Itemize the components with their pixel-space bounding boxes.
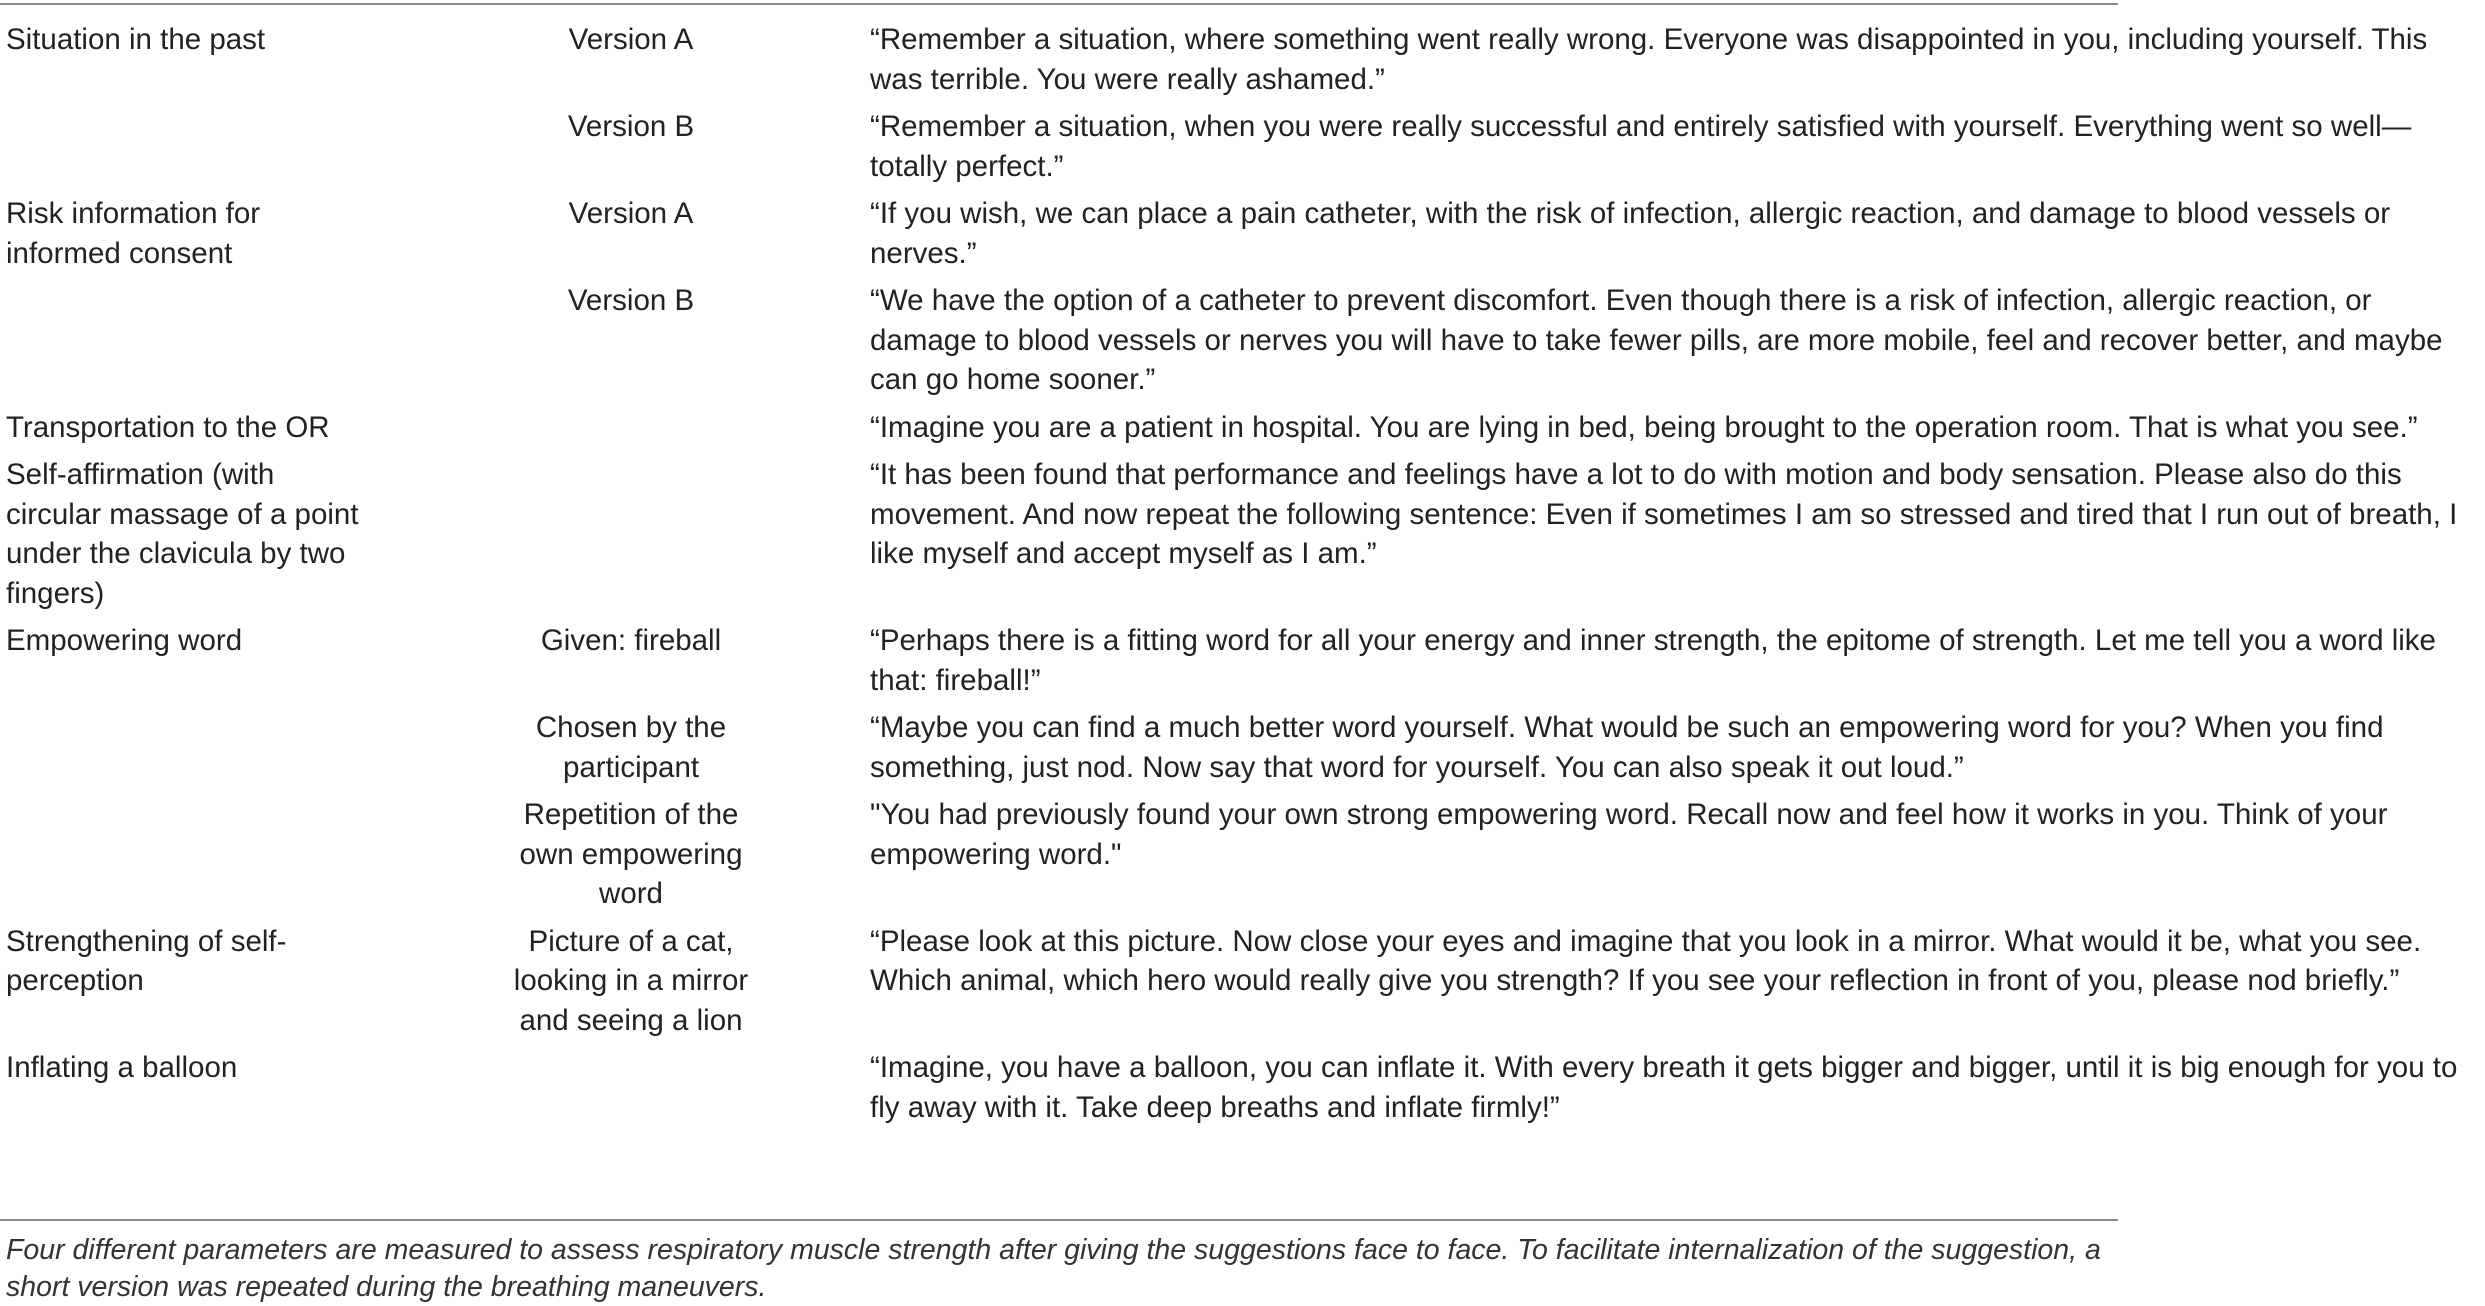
variant-cell: Version A xyxy=(568,23,694,56)
suggestion-cell xyxy=(0,787,446,914)
text-cell: “We have the option of a catheter to prevent discomfort. Even though there is a risk of infection, allergic reaction, or damage to blood vessels or nerves you will have to take fewer pills, are more mobile, feel and recover better, and maybe can go home sooner.” xyxy=(870,284,2443,396)
table-bottom-rule xyxy=(0,1219,2118,1221)
variant-cell xyxy=(446,400,816,448)
table-row xyxy=(0,914,2118,1041)
table-footnote: Four different parameters are measured to assess respiratory muscle strength after giving the suggestions face to face. To facilitate internalization of the suggestion, a short version was repeated during the breathing maneuvers. xyxy=(6,1234,2101,1303)
table-row xyxy=(0,787,2118,914)
table-row xyxy=(0,613,2118,700)
table-row xyxy=(0,400,2118,448)
variant-cell: Version B xyxy=(567,110,695,143)
table-row xyxy=(0,99,2118,186)
text-cell: “Imagine you are a patient in hospital. You are lying in bed, being brought to the operation room. That is what you see.” xyxy=(870,410,2418,444)
suggestion-cell: Risk information for informed consent xyxy=(6,197,261,270)
text-cell: “Remember a situation, where something went really wrong. Everyone was disappointed in you, including yourself. This was terrible. You were really ashamed.” xyxy=(870,23,2428,96)
text-cell: “If you wish, we can place a pain catheter, with the risk of infection, allergic reaction, and damage to blood vessels or nerves.” xyxy=(870,197,2391,270)
variant-cell: Repetition of the own empowering word xyxy=(519,798,743,910)
table-row xyxy=(0,20,2118,99)
text-cell: "You had previously found your own strong empowering word. Recall now and feel how it works in you. Think of your empowering word." xyxy=(870,798,2388,871)
text-cell: “Maybe you can find a much better word yourself. What would be such an empowering word for you? When you find something, just nod. Now say that word for yourself. You can also speak it out loud.” xyxy=(870,711,2384,784)
variant-cell: Picture of a cat, looking in a mirror and seeing a lion xyxy=(513,924,749,1037)
variant-cell: Given: fireball xyxy=(540,624,722,657)
suggestion-cell xyxy=(0,700,446,787)
table-row xyxy=(0,273,2118,400)
suggestion-cell: Situation in the past xyxy=(6,23,266,56)
text-cell: “Imagine, you have a balloon, you can inflate it. With every breath it gets bigger and bigger, until it is big enough for you to fly away with it. Take deep breaths and inflate firmly!” xyxy=(870,1051,2458,1124)
text-cell: “Perhaps there is a fitting word for all your energy and inner strength, the epitome of strength. Let me tell you a word like that: fireball!” xyxy=(870,624,2436,697)
text-cell: “Please look at this picture. Now close your eyes and imagine that you look in a mirror. What would it be, what you see. Which animal, which hero would really give you strength? If you see your reflection in front of you, please nod briefly.” xyxy=(870,924,2422,997)
variant-cell xyxy=(446,1040,816,1127)
variant-cell: Version B xyxy=(567,284,695,317)
suggestion-cell: Strengthening of self-perception xyxy=(6,924,287,997)
text-cell: “It has been found that performance and feelings have a lot to do with motion and body sensation. Please also do this movement. And now repeat the following sentence: Even if sometimes I am so stressed and tired that I run out of breath, I like myself and accept myself as I am.” xyxy=(870,458,2458,570)
table-row xyxy=(0,700,2118,787)
table-row xyxy=(0,186,2118,273)
variant-cell: Version A xyxy=(568,197,694,230)
variant-cell: Chosen by the participant xyxy=(535,711,727,784)
suggestion-cell xyxy=(0,99,446,186)
table-row xyxy=(0,1040,2118,1127)
table-top-rule xyxy=(0,3,2118,5)
suggestion-cell: Transportation to the OR xyxy=(6,410,330,444)
suggestion-cell xyxy=(0,273,446,400)
variant-cell xyxy=(446,447,816,613)
suggestions-table xyxy=(0,20,2458,1127)
text-cell: “Remember a situation, when you were really successful and entirely satisfied with yourself. Everything went so well—totally perfect.” xyxy=(870,110,2412,183)
suggestion-cell: Empowering word xyxy=(6,624,243,657)
table-row xyxy=(0,447,2118,613)
suggestion-cell: Self-affirmation (with circular massage of a point under the clavicula by two fingers) xyxy=(6,458,359,610)
suggestion-cell: Inflating a balloon xyxy=(6,1051,238,1084)
